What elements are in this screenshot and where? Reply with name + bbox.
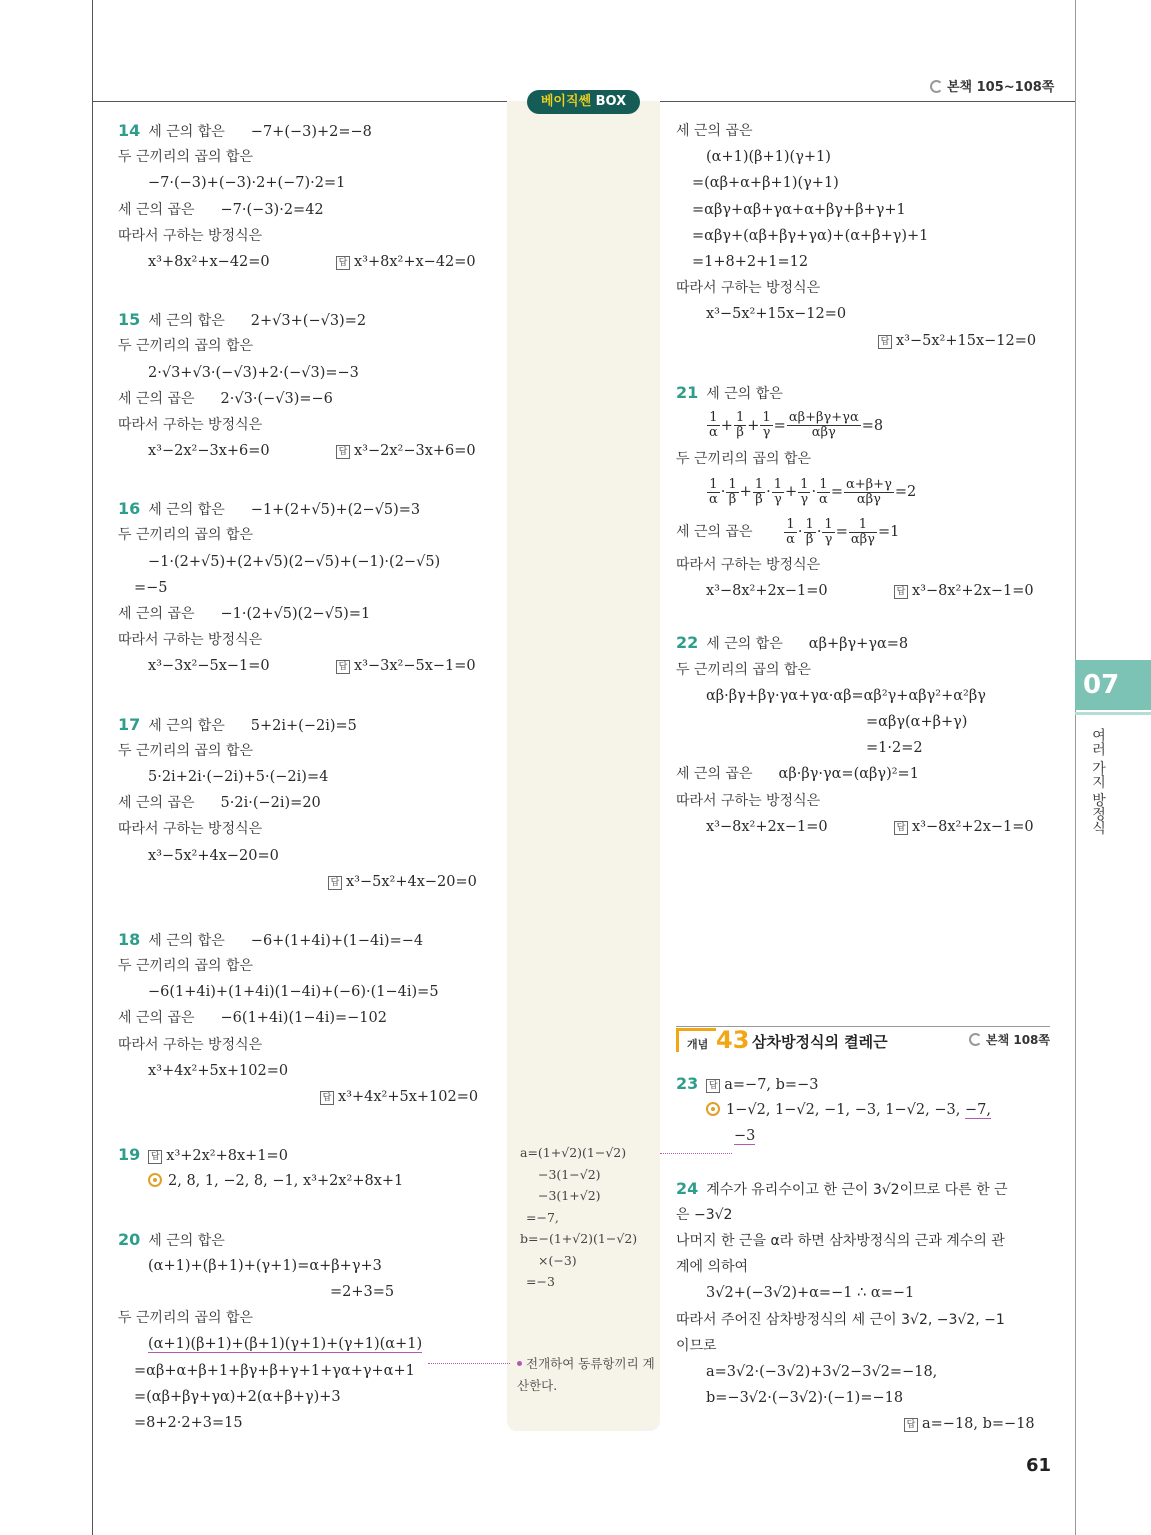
page-frame-left: [92, 0, 93, 1535]
problem-19-answer: 19 답 x³+2x²+8x+1=0: [118, 1145, 288, 1165]
problem-20-sum: 20 세 근의 합은: [118, 1229, 225, 1249]
header-reference: 본책 105~108쪽: [930, 76, 1054, 95]
problem-18-answer: 답 x³+4x²+5x+102=0: [118, 1084, 503, 1110]
page-number: 61: [1026, 1455, 1052, 1476]
concept-title: 삼차방정식의 켤레근: [752, 1033, 888, 1051]
answer-icon: 답: [336, 445, 350, 459]
target-icon: [148, 1173, 162, 1187]
answer-icon: 답: [336, 660, 350, 674]
problem-21-answer: x³−8x²+2x−1=0 답 x³−8x²+2x−1=0: [706, 583, 1034, 600]
chapter-tab-underline: [1075, 712, 1151, 715]
problem-20-answer: 답 x³−5x²+15x−12=0: [676, 328, 1056, 354]
left-column: 14 세 근의 합은 −7+(−3)+2=−8 두 근끼리의 곱의 합은 −7·(−3)+(−3)·2+(−7)·2=1 세 근의 곱은 −7·(−3)·2=42 따라서 구하는 방정식은 x³+8x²+x−42=0 답 x³+8x²+x−42=0 15 세 근의 합은 2+√3+(−√3)=2 두 근끼리의 곱의 합은 2·√3+√3·(−√3)+2·(−√3)=−3 세 근의 곱은 2·√3·(−√3)=−6 따라서 구하는 방정식은 x³−2x²−3x+6=0 답 x³−2x²−3x+6=0 16 세 근의 합은 −1+(2+√5)+(2−√5)=3 두 근끼리의 곱의 합은 −1·(2+√5)+(2+√5)(2−√5)+(−1)·(2−√5) =−5 세 근의 곱은 −1·(2+√5)(2−√5)=1 따라서 구하는 방정식은 x³−3x²−5x−1=0 답 x³−3x²−5x−1=0 17 세 근의 합은 5+2i+(−2i)=5 두 근끼리의 곱의 합은 5·2i+2i·(−2i)+5·(−2i)=4 세 근의 곱은 5·2i·(−2i)=20 따라서 구하는 방정식은 x³−5x²+4x−20=0 답 x³−5x²+4x−20=0 18 세 근의 합은 −6+(1+4i)+(1−4i)=−4 두 근끼리의 곱의 합은 −6(1+4i)+(1+4i)(1−4i)+(−6)·(1−4i)=5 세 근의 곱은 −6(1+4i)(1−4i)=−102 따라서 구하는 방정식은 x³+4x²+5x+102=0 답 x³+4x²+5x+102=0 19 답 x³+2x²+8x+1=0 2, 8, 1, −2, 8, −1, x³+2x²+8x+1 20 세 근의 합은 (α+1)+(β+1)+(γ+1)=α+β+γ+3 =2+3=5 두 근끼리의 곱의 합은 (α+1)(β+1)+(β+1)(γ+1)+(γ+1)(α+1) =αβ+α+β+1+βγ+β+γ+1+γα+γ+α+1 =(αβ+βγ+γα)+2(α+β+γ)+3 =8+2·2+3=15: [118, 118, 503, 1436]
chapter-title: 여러 가지 방정식: [1090, 728, 1106, 835]
right-column-bottom: 23 답 a=−7, b=−3 1−√2, 1−√2, −1, −3, 1−√2, −3, −7, −3 24 계수가 유리수이고 한 근이 3√2이므로 다른 한 근 은 −3√2 나머지 한 근을 α라 하면 삼차방정식의 근과 계수의 관 계에 의하여 3√2+(−3√2)+α=−1 ∴ α=−1 따라서 주어진 삼차방정식의 세 근이 3√2, −3√2, −1 이므로 a=3√2·(−3√2)+3√2−3√2=−18, b=−3√2·(−3√2)·(−1)=−18 답 a=−18, b=−18: [676, 1071, 1056, 1437]
page-frame-right: [1075, 0, 1076, 1535]
answer-icon: 답: [878, 335, 892, 349]
side-note-20: 전개하여 동류항끼리 계 산한다.: [517, 1356, 655, 1393]
side-note-23: a=(1+√2)(1−√2) −3(1−√2) −3(1+√2) =−7, b=−(1+√2)(1−√2) ×(−3) =−3: [520, 1145, 638, 1289]
problem-15-answer: x³−2x²−3x+6=0 답 x³−2x²−3x+6=0: [148, 443, 476, 460]
problem-17-answer: 답 x³−5x²+4x−20=0: [118, 869, 503, 895]
problem-14-answer: x³+8x²+x−42=0 답 x³+8x²+x−42=0: [148, 253, 476, 270]
problem-22-sum: 22 세 근의 합은 αβ+βγ+γα=8: [676, 633, 909, 653]
problem-17-sum: 17 세 근의 합은 5+2i+(−2i)=5: [118, 714, 357, 734]
answer-icon: 답: [328, 876, 342, 890]
target-icon: [706, 1102, 720, 1116]
refresh-icon: [930, 80, 943, 93]
problem-24-answer: 답 a=−18, b=−18: [676, 1411, 1056, 1437]
problem-16-answer: x³−3x²−5x−1=0 답 x³−3x²−5x−1=0: [148, 658, 476, 675]
problem-21-sum: 21 세 근의 합은: [676, 382, 783, 402]
answer-icon: 답: [894, 585, 908, 599]
problem-15-sum: 15 세 근의 합은 2+√3+(−√3)=2: [118, 310, 367, 330]
answer-icon: 답: [706, 1079, 720, 1093]
problem-14-sum: 14 세 근의 합은 −7+(−3)+2=−8: [118, 121, 372, 140]
answer-icon: 답: [320, 1091, 334, 1105]
answer-icon: 답: [148, 1150, 162, 1164]
problem-18-sum: 18 세 근의 합은 −6+(1+4i)+(1−4i)=−4: [118, 929, 424, 949]
problem-23-fill: 1−√2, 1−√2, −1, −3, 1−√2, −3, −7,: [676, 1097, 1056, 1123]
answer-icon: 답: [894, 821, 908, 835]
problem-16-sum: 16 세 근의 합은 −1+(2+√5)+(2−√5)=3: [118, 499, 421, 519]
answer-icon: 답: [904, 1418, 918, 1432]
concept-reference: 본책 108쪽: [969, 1031, 1050, 1048]
connector-line: [428, 1363, 510, 1364]
problem-19-fill: 2, 8, 1, −2, 8, −1, x³+2x²+8x+1: [118, 1168, 503, 1194]
answer-icon: 답: [336, 256, 350, 270]
problem-22-answer: x³−8x²+2x−1=0 답 x³−8x²+2x−1=0: [706, 818, 1034, 835]
basic-box-label: 베이직쎈 BOX: [527, 90, 640, 114]
problem-23-answer: 23 답 a=−7, b=−3: [676, 1074, 819, 1093]
problem-24: 24 계수가 유리수이고 한 근이 3√2이므로 다른 한 근: [676, 1178, 1008, 1198]
right-column: 세 근의 곱은 (α+1)(β+1)(γ+1) =(αβ+α+β+1)(γ+1) =αβγ+αβ+γα+α+βγ+β+γ+1 =αβγ+(αβ+βγ+γα)+(α+β+γ)+1 =1+8+2+1=12 따라서 구하는 방정식은 x³−5x²+15x−12=0 답 x³−5x²+15x−12=0 21 세 근의 합은 $\frac{1}{\alpha}$ + $\frac{1}{\beta}$ + $\frac{1}{\gamma}$ = $\frac{\alpha\beta+\beta\gamma+\gamma\alpha}{\text{αβγ}}$ =8 두 근끼리의 곱의 합은 $\frac{1}{\alpha}$ · $\frac{1}{\beta}$ + $\frac{1}{\beta}$ · $\frac{1}{\gamma}$ + $\frac{1}{\gamma}$ · $\frac{1}{\alpha}$ = $\frac{\alpha+\beta+\gamma}{\text{αβγ}}$ =2 세 근의 곱은 $\frac{1}{\alpha}$ · $\frac{1}{\beta}$ · $\frac{1}{\gamma}$ = $\frac{1}{\text{αβγ}}$ =1 따라서 구하는 방정식은 x³−8x²+2x−1=0 답 x³−8x²+2x−1=0 22 세 근의 합은 αβ+βγ+γα=8 두 근끼리의 곱의 합은 αβ·βγ+βγ·γα+γα·αβ=αβ²γ+αβγ²+α²βγ =αβγ(α+β+γ) =1·2=2 세 근의 곱은 αβ·βγ·γα=(αβγ)²=1 따라서 구하는 방정식은 x³−8x²+2x−1=0 답 x³−8x²+2x−1=0: [676, 118, 1056, 840]
refresh-icon: [969, 1033, 982, 1046]
bullet-dot-icon: [517, 1361, 522, 1366]
concept-43-header: 개념 43 삼차방정식의 켤레근 본책 108쪽: [676, 1026, 1050, 1056]
chapter-tab: 07: [1075, 660, 1151, 710]
